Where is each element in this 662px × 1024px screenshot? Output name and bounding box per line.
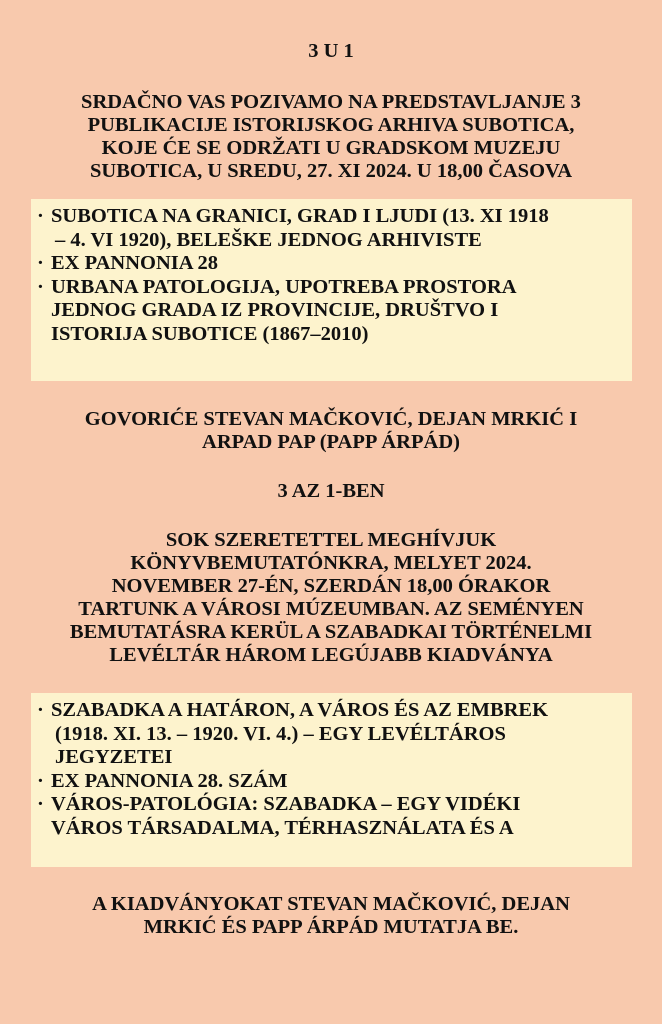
list-item-text: URBANA PATOLOGIJA, UPOTREBA PROSTORA: [51, 275, 517, 298]
hu-intro-line: KÖNYVBEMUTATÓNKRA, MELYET 2024.: [130, 552, 532, 574]
hu-speakers: [20, 893, 642, 939]
hu-intro-line: TARTUNK A VÁROSI MÚZEUMBAN. AZ SEMÉNYEN: [78, 598, 584, 620]
list-item: [37, 252, 624, 276]
sr-publications-box: [31, 199, 632, 381]
list-item: [37, 276, 624, 347]
list-item: [37, 205, 624, 252]
sr-intro-line: KOJE ĆE SE ODRŽATI U GRADSKOM MUZEJU: [101, 137, 561, 159]
hu-intro-line: SOK SZERETETTEL MEGHÍVJUK: [165, 529, 497, 551]
hu-intro-line: LEVÉLTÁR HÁROM LEGÚJABB KIADVÁNYA: [109, 644, 553, 666]
bullet-icon: ·: [37, 699, 44, 721]
hu-publication-list: [37, 699, 624, 840]
sr-speakers-line: GOVORIĆE STEVAN MAČKOVIĆ, DEJAN MRKIĆ I: [84, 408, 578, 430]
list-item-text: JEGYZETEI: [55, 746, 173, 768]
hu-title: 3 AZ 1-BEN: [277, 480, 385, 502]
list-item-text: ISTORIJA SUBOTICE (1867–2010): [51, 322, 369, 345]
sr-speakers: [20, 408, 642, 454]
bullet-icon: ·: [37, 769, 44, 792]
sr-intro: [20, 91, 642, 183]
list-item: [37, 793, 624, 840]
bullet-icon: ·: [37, 252, 44, 274]
list-item: [37, 699, 624, 770]
sr-intro-line: SRDAČNO VAS POZIVAMO NA PREDSTAVLJANJE 3: [81, 91, 581, 113]
sr-title: 3 U 1: [308, 40, 354, 62]
list-item-text: EX PANNONIA 28. SZÁM: [51, 769, 288, 792]
list-item-text: EX PANNONIA 28: [51, 252, 219, 274]
bullet-icon: ·: [37, 205, 44, 227]
list-item-text: SUBOTICA NA GRANICI, GRAD I LJUDI (13. XI 1918: [51, 205, 549, 227]
hu-intro-line: BEMUTATÁSRA KERÜL A SZABADKAI TÖRTÉNELMI: [69, 621, 593, 643]
list-item-text: – 4. VI 1920), BELEŠKE JEDNOG ARHIVISTE: [55, 228, 482, 251]
sr-speakers-line: ARPAD PAP (PAPP ÁRPÁD): [202, 431, 460, 453]
list-item-text: VÁROS TÁRSADALMA, TÉRHASZNÁLATA ÉS A: [51, 816, 514, 839]
hu-speakers-line: A KIADVÁNYOKAT STEVAN MAČKOVIĆ, DEJAN: [92, 893, 570, 915]
list-item-text: (1918. XI. 13. – 1920. VI. 4.) – EGY LEVÉLTÁROS: [55, 722, 506, 745]
hu-intro: [20, 529, 642, 667]
list-item-text: JEDNOG GRADA IZ PROVINCIJE, DRUŠTVO I: [51, 299, 499, 321]
list-item-text: VÁROS-PATOLÓGIA: SZABADKA – EGY VIDÉKI: [51, 793, 521, 815]
bullet-icon: ·: [37, 275, 44, 298]
hu-intro-line: NOVEMBER 27-ÉN, SZERDÁN 18,00 ÓRAKOR: [111, 575, 551, 597]
bullet-icon: ·: [37, 793, 44, 815]
sr-intro-line: PUBLIKACIJE ISTORIJSKOG ARHIVA SUBOTICA,: [87, 114, 575, 136]
hu-publications-box: [31, 693, 632, 867]
sr-intro-line: SUBOTICA, U SREDU, 27. XI 2024. U 18,00 ČASOVA: [89, 160, 572, 182]
sr-publication-list: [37, 205, 624, 346]
list-item-text: SZABADKA A HATÁRON, A VÁROS ÉS AZ EMBREK: [51, 699, 549, 721]
hu-speakers-line: MRKIĆ ÉS PAPP ÁRPÁD MUTATJA BE.: [143, 916, 519, 938]
list-item: [37, 770, 624, 794]
